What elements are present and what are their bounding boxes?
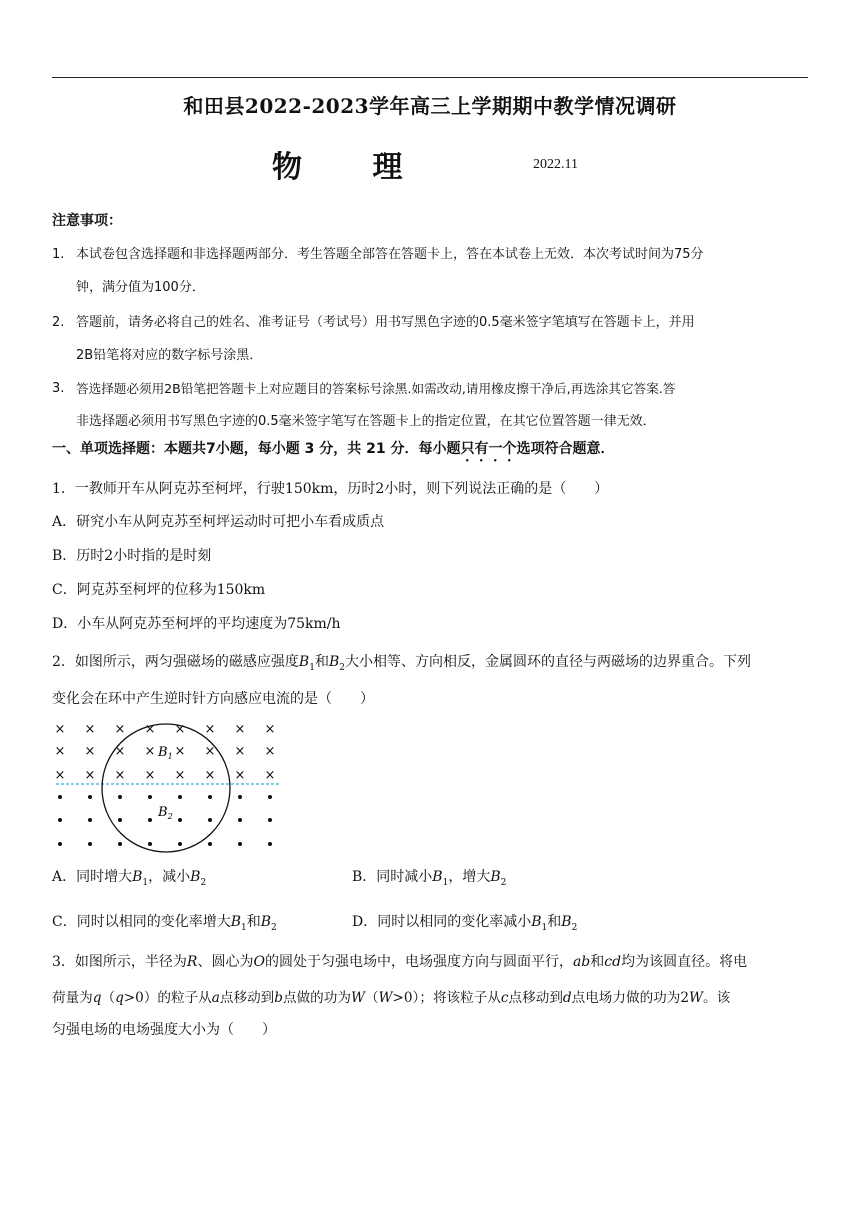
dot-mark [208,842,212,846]
dot-mark [268,795,272,799]
q3-text: 点做的功为 [282,990,351,1006]
q3-line-2 [52,986,730,1006]
symbol-sub: 1 [541,922,548,933]
symbol-b2: B [190,869,201,885]
cross-mark: × [174,768,186,783]
magnetic-field-figure [50,716,290,856]
dot-mark [208,818,212,822]
note-text-cont: 2B铅笔将对应的数字标号涂黑． [76,348,263,363]
header-rule [52,77,808,78]
symbol-b1: B [531,914,542,930]
q3-text: 点移动到 [219,990,275,1006]
note-text: 本试卷包含选择题和非选择题两部分．考生答题全部答在答题卡上，答在本试卷上无效．本次考试时间为75分 [76,247,704,262]
dot-mark [58,818,62,822]
symbol-b1: B [132,869,143,885]
symbol-cd: cd [604,954,622,970]
cross-mark: × [54,722,66,737]
q2-stem-text: 2．如图所示，两匀强磁场的磁感应强度 [52,654,299,670]
section-emphasis: 只有一个 [460,441,517,457]
q3-text: 3．如图所示，半径为 [52,954,187,970]
option-text: 和 [547,914,562,930]
q1-option-b: B．历时2小时指的是时刻 [52,548,212,564]
q3-text: 。该 [703,990,731,1006]
dot-mark [178,842,182,846]
q3-line-1 [52,951,747,971]
symbol-sub: 2 [500,877,507,888]
dot-mark [238,818,242,822]
q2-option-d [352,911,577,933]
cross-mark: × [144,768,156,783]
metal-ring [102,724,230,852]
note-number: 1. [52,247,65,262]
dot-mark [268,818,272,822]
symbol-b2: B [328,654,340,670]
symbol-b1: B [298,654,310,670]
symbol-r: R [186,954,198,970]
q2-stem-line2: 变化会在环中产生逆时针方向感应电流的是（ ） [52,691,374,707]
cross-mark: × [204,744,216,759]
label-b2: $B_2$ [158,805,173,821]
symbol-d: d [562,990,572,1006]
q2-stem-text: 和 [314,654,329,670]
symbol-w: W [689,990,704,1006]
dot-mark [118,818,122,822]
option-text: ，减小 [148,869,191,885]
subject-title: 物 理 [272,150,433,185]
exam-title: 和田县2022-2023学年高三上学期期中教学情况调研 [183,94,677,118]
cross-mark: × [54,744,66,759]
cross-mark: × [234,722,246,737]
symbol-sub: 1 [442,877,449,888]
symbol-b1: B [432,869,443,885]
note-item-1 [52,238,808,304]
q1-option-c: C．阿克苏至柯坪的位移为150km [52,582,266,598]
cross-mark: × [174,744,186,759]
cross-mark: × [114,722,126,737]
cross-mark: × [204,768,216,783]
option-text: A．同时增大 [52,869,133,885]
exam-date: 2022.11 [533,157,578,172]
symbol-sub: 1 [309,662,315,673]
option-text: C．同时以相同的变化率增大 [52,914,231,930]
dot-mark [268,842,272,846]
q3-text: >0）的粒子从 [123,990,212,1006]
symbol-b1: B [230,914,242,930]
symbol-sub: 2 [339,662,345,673]
cross-mark: × [84,768,96,783]
symbol-sub: 2 [200,877,207,888]
symbol-sub: 2 [271,922,277,933]
option-text: ，增大 [448,869,491,885]
q3-text: （ [364,990,379,1006]
option-text: D．同时以相同的变化率减小 [352,914,532,930]
cross-mark: × [234,744,246,759]
symbol-ab: ab [572,954,591,970]
q2-stem-text: 大小相等、方向相反，金属圆环的直径与两磁场的边界重合。下列 [344,654,751,670]
q1-option-a: A．研究小车从阿克苏至柯坪运动时可把小车看成质点 [52,514,385,530]
symbol-b: b [274,990,283,1006]
dot-mark [148,818,152,822]
cross-mark: × [84,744,96,759]
note-text-cont: 非选择题必须用书写黑色字迹的0.5毫米签字笔写在答题卡上的指定位置，在其它位置答题一律无效． [76,414,656,429]
symbol-q: q [92,990,102,1006]
cross-mark: × [144,722,156,737]
section-suffix: 选项符合题意． [516,441,615,457]
label-b1: $B_1$ [158,745,173,761]
q1-stem: 1．一教师开车从阿克苏至柯坪，行驶150km，历时2小时，则下列说法正确的是（ ） [52,481,609,497]
note-item-3 [52,372,808,438]
symbol-w: W [378,990,393,1006]
q3-text: 均为该圆直径。将电 [621,954,748,970]
note-number: 3. [52,381,65,396]
note-item-2 [52,306,808,372]
dot-mark [58,842,62,846]
note-text: 答题前，请务必将自己的姓名、准考证号（考试号）用书写黑色字迹的0.5毫米签字笔填写在答题卡上，并用 [76,315,695,330]
cross-mark: × [264,768,276,783]
dot-mark [208,795,212,799]
q1-option-d: D．小车从阿克苏至柯坪的平均速度为75km/h [52,616,341,632]
symbol-c: c [500,990,509,1006]
cross-mark: × [264,722,276,737]
dot-mark [148,795,152,799]
dot-mark [118,795,122,799]
symbol-sub: 1 [142,877,149,888]
q3-line-3: 匀强电场的电场强度大小为（ ） [52,1022,276,1038]
dot-mark [178,795,182,799]
q3-text: 、圆心为 [197,954,254,970]
dot-mark [118,842,122,846]
symbol-o: O [253,954,265,970]
q3-text: 的圆处于匀强电场中，电场强度方向与圆面平行， [264,954,573,970]
cross-mark: × [114,744,126,759]
q2-option-c [52,911,277,933]
symbol-q: q [115,990,124,1006]
cross-mark: × [84,722,96,737]
q2-option-a [52,866,206,888]
symbol-sub: 2 [571,922,578,933]
section-prefix: 一、单项选择题：本题共7小题，每小题 3 分，共 21 分．每小题 [52,441,461,457]
dot-mark [88,818,92,822]
dot-mark [178,818,182,822]
dot-marks [58,795,272,846]
dot-mark [238,795,242,799]
symbol-w: W [350,990,365,1006]
note-text-cont: 钟，满分值为100分． [76,280,205,295]
q3-text: >0）；将该粒子从 [392,990,501,1006]
option-text: 和 [246,914,261,930]
option-text: B．同时减小 [352,869,433,885]
q3-text: （ [101,990,116,1006]
cross-mark: × [114,768,126,783]
symbol-b2: B [561,914,572,930]
notes-heading: 注意事项： [52,213,122,229]
symbol-sub: 1 [241,922,247,933]
q3-text: 和 [590,954,605,970]
cross-mark: × [234,768,246,783]
symbol-a: a [211,990,220,1006]
cross-mark: × [174,722,186,737]
cross-mark: × [54,768,66,783]
note-text: 答选择题必须用2B铅笔把答题卡上对应题目的答案标号涂黑.如需改动,请用橡皮擦干净后,再选涂其它答案.答 [76,381,676,396]
note-number: 2. [52,315,65,330]
dot-mark [88,795,92,799]
symbol-b2: B [260,914,272,930]
cross-mark: × [264,744,276,759]
dot-mark [88,842,92,846]
symbol-b2: B [490,869,501,885]
q2-option-b [352,866,506,888]
dot-mark [148,842,152,846]
q3-text: 点电场力做的功为2 [571,990,690,1006]
q3-text: 荷量为 [52,990,93,1006]
q3-text: 点移动到 [508,990,563,1006]
section-heading [52,438,614,465]
dot-mark [238,842,242,846]
q2-stem [52,651,751,673]
cross-mark: × [144,744,156,759]
cross-mark: × [204,722,216,737]
dot-mark [58,795,62,799]
